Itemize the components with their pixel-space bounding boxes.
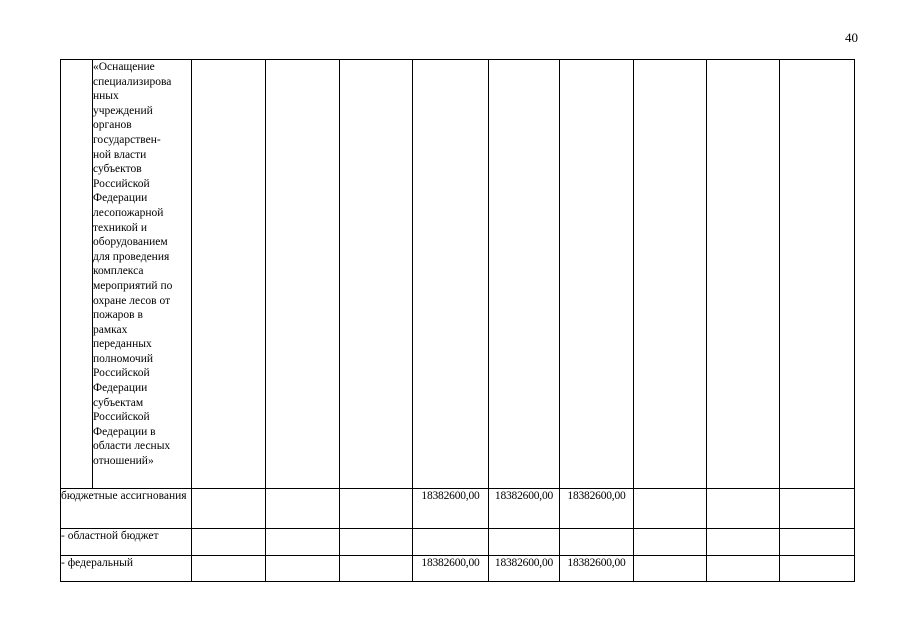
description-line: государствен- [93,133,161,146]
description-line: отношений» [93,455,154,468]
value-cell: 18382600,00 [413,556,489,582]
value-cell [266,489,340,529]
value-cell [489,529,560,556]
row-label: бюджетные ассигнования [61,489,192,529]
value-cell: 18382600,00 [413,489,489,529]
description-line: субъектам [93,396,144,409]
value-cell [266,529,340,556]
budget-table [60,59,855,582]
description-line: Федерации [93,192,148,205]
value-cell [340,489,413,529]
description-line: «Оснащение [93,61,155,73]
description-line: ной власти [93,148,147,161]
value-cell [340,556,413,582]
description-line: пожаров в [93,309,143,322]
table-cell-description [93,60,192,489]
table-cell [413,60,489,489]
value-cell: 18382600,00 [489,489,560,529]
description-line: комплекса [93,265,144,278]
description-line: мероприятий по [93,279,173,292]
description-line: для проведения [93,250,170,263]
value-cell [707,489,780,529]
value-cell [192,556,266,582]
value-cell [266,556,340,582]
table-cell [707,60,780,489]
description-line: Российской [93,411,150,424]
description-line: области лесных [93,440,171,453]
description-line: органов [93,119,132,132]
table-cell [340,60,413,489]
description-line: лесопожарной [93,206,164,219]
description-line: субъектов [93,163,142,176]
table-row-description [61,60,855,489]
description-line: учреждений [93,104,153,117]
description-line: нных [93,90,119,103]
value-cell [413,529,489,556]
description-line: Федерации [93,382,148,395]
description-line: охране лесов от [93,294,171,307]
description-text [93,60,191,469]
value-cell [780,529,855,556]
value-cell [780,556,855,582]
value-cell [707,556,780,582]
value-cell [634,489,707,529]
description-line: полномочий [93,352,153,365]
table-cell-index [61,60,93,489]
description-line: специализирова [93,75,172,88]
value-cell [634,556,707,582]
description-line: Российской [93,177,150,190]
table-cell [634,60,707,489]
row-label: - областной бюджет [61,529,192,556]
description-line: оборудованием [93,236,168,249]
table-cell [489,60,560,489]
table-cell [266,60,340,489]
value-cell [634,529,707,556]
value-cell [560,529,634,556]
value-cell [192,489,266,529]
description-line: Российской [93,367,150,380]
value-cell [780,489,855,529]
description-line: Федерации в [93,425,156,438]
table-cell [560,60,634,489]
value-cell: 18382600,00 [489,556,560,582]
row-label: - федеральный [61,556,192,582]
value-cell: 18382600,00 [560,489,634,529]
page-number: 40 [845,30,858,45]
value-cell [707,529,780,556]
description-line: рамках [93,323,128,336]
value-cell [340,529,413,556]
value-cell: 18382600,00 [560,556,634,582]
table-row-budget-allocations [61,489,855,529]
table-row-federal-budget [61,556,855,582]
description-line: переданных [93,338,152,351]
table-cell [780,60,855,489]
table-row-regional-budget [61,529,855,556]
value-cell [192,529,266,556]
description-line: техникой и [93,221,147,234]
table-cell [192,60,266,489]
